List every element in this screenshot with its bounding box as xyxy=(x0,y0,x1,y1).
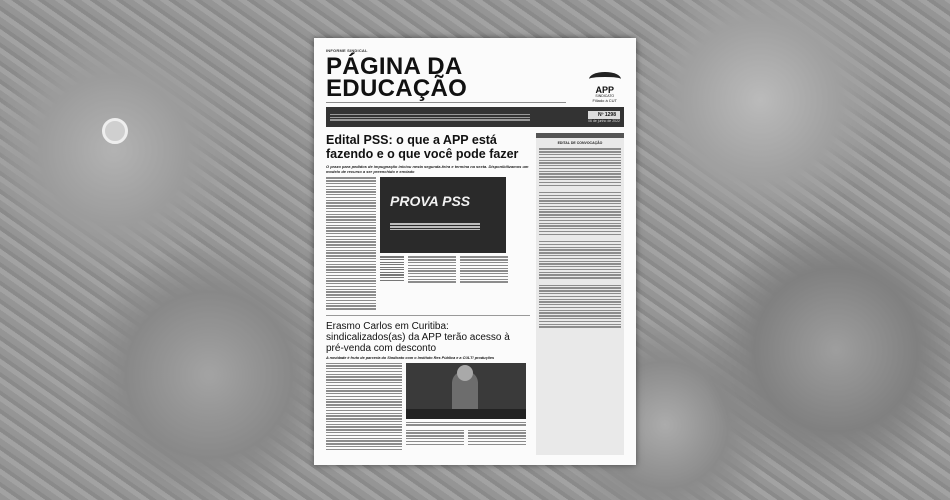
singer-head xyxy=(457,365,473,381)
info-bar-text xyxy=(330,114,530,121)
article2-headline[interactable]: Erasmo Carlos em Curitiba: sindicalizados(as) da APP terão acesso à pré-venda com desconto xyxy=(326,320,510,354)
newspaper-page xyxy=(314,38,636,465)
article1-lead: O prazo para pedidos de impugnação iniciou nesta segunda-feira e termina na sexta. Disponibilizamos um modelo de recurso a ser preenchido e enviado xyxy=(326,164,529,175)
article1-text-column xyxy=(326,177,376,309)
article1-column-3 xyxy=(460,256,508,282)
masthead xyxy=(326,53,624,104)
kicker: INFORME SINDICAL xyxy=(326,48,368,53)
article2-body xyxy=(326,363,530,451)
article2-photo-caption xyxy=(406,422,526,426)
app-logo: APP SINDICATO Filiado à CUT xyxy=(586,72,624,103)
notice-1 xyxy=(539,148,621,186)
background-sign xyxy=(102,118,128,144)
main-column xyxy=(326,133,530,455)
photo-caption xyxy=(380,256,404,282)
edition-date: 06 de junho de 2022 xyxy=(588,119,620,124)
photo-title: PROVA PSS xyxy=(390,193,471,210)
photo-caption-lines xyxy=(390,223,480,230)
article1-column-2 xyxy=(408,256,456,282)
article-divider xyxy=(326,315,530,316)
notice-3 xyxy=(539,241,621,279)
article2-columns xyxy=(406,430,526,445)
edition-number: Nº 1298 xyxy=(588,111,620,119)
info-bar xyxy=(326,107,624,127)
article1-media xyxy=(380,177,508,309)
article2-text-column xyxy=(326,363,402,451)
article1-headline[interactable]: Edital PSS: o que a APP está fazendo e o que você pode fazer xyxy=(326,133,519,162)
notice-4 xyxy=(539,285,621,328)
article1-photo[interactable] xyxy=(380,177,506,253)
article2-photo[interactable] xyxy=(406,363,526,419)
article1-body xyxy=(326,177,530,309)
edition-box xyxy=(588,111,620,123)
article2-lead: A novidade é fruto de parceria do Sindicato com o Instituto Res Pública e a CULT! produções xyxy=(326,355,495,360)
newspaper-title: PÁGINA DA EDUCAÇÃO xyxy=(326,53,468,102)
stage xyxy=(406,409,526,419)
article1-lower xyxy=(380,256,508,282)
article2-media xyxy=(406,363,526,451)
content xyxy=(326,133,624,455)
newspaper-subtitle xyxy=(326,102,566,103)
notice-2 xyxy=(539,192,621,235)
sidebar-notices xyxy=(536,133,624,455)
sidebar-header: EDITAL DE CONVOCAÇÃO xyxy=(557,141,603,146)
logo-arc-icon xyxy=(589,72,621,86)
